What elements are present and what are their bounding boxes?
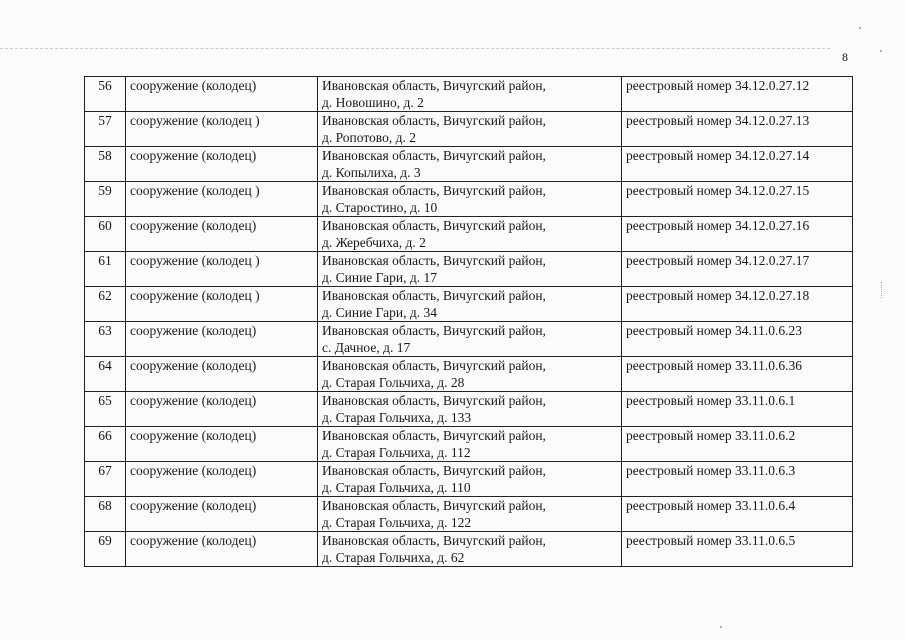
object-type: сооружение (колодец ) [126, 112, 318, 147]
registry-number: реестровый номер 34.11.0.6.23 [622, 322, 853, 357]
object-address [318, 112, 622, 147]
address-line-locality: д. Новошино, д. 2 [322, 95, 424, 110]
row-number: 69 [85, 532, 126, 567]
table-row [85, 217, 853, 252]
address-line-region: Ивановская область, Вичугский район, [322, 533, 546, 548]
row-number: 65 [85, 392, 126, 427]
address-line-region: Ивановская область, Вичугский район, [322, 393, 546, 408]
address-line-region: Ивановская область, Вичугский район, [322, 148, 546, 163]
object-type: сооружение (колодец) [126, 217, 318, 252]
page-number: 8 [842, 50, 848, 64]
row-number: 60 [85, 217, 126, 252]
registry-number: реестровый номер 33.11.0.6.2 [622, 427, 853, 462]
table-row [85, 77, 853, 112]
object-type: сооружение (колодец) [126, 427, 318, 462]
address-line-region: Ивановская область, Вичугский район, [322, 463, 546, 478]
address-line-locality: д. Старая Гольчиха, д. 110 [322, 480, 471, 495]
object-address [318, 357, 622, 392]
table-row [85, 462, 853, 497]
scan-speck [720, 626, 722, 628]
address-line-region: Ивановская область, Вичугский район, [322, 498, 546, 513]
address-line-locality: д. Ропотово, д. 2 [322, 130, 416, 145]
object-address [318, 497, 622, 532]
table-row [85, 427, 853, 462]
registry-number: реестровый номер 34.12.0.27.16 [622, 217, 853, 252]
object-type: сооружение (колодец) [126, 497, 318, 532]
object-type: сооружение (колодец) [126, 357, 318, 392]
address-line-locality: д. Старая Гольчиха, д. 112 [322, 445, 471, 460]
address-line-region: Ивановская область, Вичугский район, [322, 183, 546, 198]
registry-number: реестровый номер 34.12.0.27.12 [622, 77, 853, 112]
address-line-locality: д. Синие Гари, д. 17 [322, 270, 437, 285]
row-number: 66 [85, 427, 126, 462]
object-type: сооружение (колодец ) [126, 252, 318, 287]
registry-table-body [85, 77, 853, 567]
scan-artifact-line [0, 48, 830, 49]
table-row [85, 392, 853, 427]
registry-number: реестровый номер 34.12.0.27.14 [622, 147, 853, 182]
table-row [85, 287, 853, 322]
registry-number: реестровый номер 33.11.0.6.36 [622, 357, 853, 392]
object-type: сооружение (колодец ) [126, 287, 318, 322]
address-line-region: Ивановская область, Вичугский район, [322, 113, 546, 128]
object-address [318, 217, 622, 252]
table-row [85, 532, 853, 567]
address-line-locality: д. Старая Гольчиха, д. 62 [322, 550, 465, 565]
address-line-region: Ивановская область, Вичугский район, [322, 218, 546, 233]
object-type: сооружение (колодец) [126, 147, 318, 182]
table-row [85, 252, 853, 287]
row-number: 57 [85, 112, 126, 147]
object-address [318, 182, 622, 217]
row-number: 67 [85, 462, 126, 497]
registry-number: реестровый номер 34.12.0.27.15 [622, 182, 853, 217]
address-line-region: Ивановская область, Вичугский район, [322, 288, 546, 303]
address-line-locality: д. Старая Гольчиха, д. 122 [322, 515, 472, 530]
object-type: сооружение (колодец) [126, 392, 318, 427]
table-row [85, 322, 853, 357]
object-address [318, 462, 622, 497]
object-address [318, 77, 622, 112]
table-row [85, 147, 853, 182]
address-line-region: Ивановская область, Вичугский район, [322, 78, 546, 93]
row-number: 59 [85, 182, 126, 217]
object-type: сооружение (колодец ) [126, 182, 318, 217]
address-line-region: Ивановская область, Вичугский район, [322, 428, 546, 443]
object-address [318, 147, 622, 182]
registry-number: реестровый номер 33.11.0.6.5 [622, 532, 853, 567]
registry-table [84, 76, 853, 567]
address-line-region: Ивановская область, Вичугский район, [322, 358, 546, 373]
table-row [85, 112, 853, 147]
row-number: 56 [85, 77, 126, 112]
registry-number: реестровый номер 33.11.0.6.4 [622, 497, 853, 532]
registry-number: реестровый номер 34.12.0.27.17 [622, 252, 853, 287]
address-line-locality: д. Старая Гольчиха, д. 28 [322, 375, 465, 390]
address-line-region: Ивановская область, Вичугский район, [322, 323, 546, 338]
row-number: 63 [85, 322, 126, 357]
address-line-locality: д. Копылиха, д. 3 [322, 165, 421, 180]
margin-mark [881, 282, 888, 298]
object-type: сооружение (колодец) [126, 462, 318, 497]
registry-number: реестровый номер 33.11.0.6.3 [622, 462, 853, 497]
address-line-locality: д. Жеребчиха, д. 2 [322, 235, 426, 250]
row-number: 61 [85, 252, 126, 287]
scan-speck [859, 27, 861, 29]
object-address [318, 532, 622, 567]
object-type: сооружение (колодец) [126, 532, 318, 567]
object-address [318, 287, 622, 322]
address-line-locality: д. Синие Гари, д. 34 [322, 305, 437, 320]
object-address [318, 252, 622, 287]
registry-number: реестровый номер 34.12.0.27.13 [622, 112, 853, 147]
address-line-region: Ивановская область, Вичугский район, [322, 253, 546, 268]
table-row [85, 497, 853, 532]
row-number: 58 [85, 147, 126, 182]
object-address [318, 392, 622, 427]
scan-speck [880, 50, 882, 52]
object-type: сооружение (колодец) [126, 322, 318, 357]
address-line-locality: д. Старостино, д. 10 [322, 200, 438, 215]
row-number: 68 [85, 497, 126, 532]
object-address [318, 322, 622, 357]
table-row [85, 357, 853, 392]
address-line-locality: с. Дачное, д. 17 [322, 340, 411, 355]
row-number: 62 [85, 287, 126, 322]
address-line-locality: д. Старая Гольчиха, д. 133 [322, 410, 472, 425]
table-row [85, 182, 853, 217]
object-address [318, 427, 622, 462]
row-number: 64 [85, 357, 126, 392]
registry-number: реестровый номер 33.11.0.6.1 [622, 392, 853, 427]
registry-number: реестровый номер 34.12.0.27.18 [622, 287, 853, 322]
object-type: сооружение (колодец) [126, 77, 318, 112]
